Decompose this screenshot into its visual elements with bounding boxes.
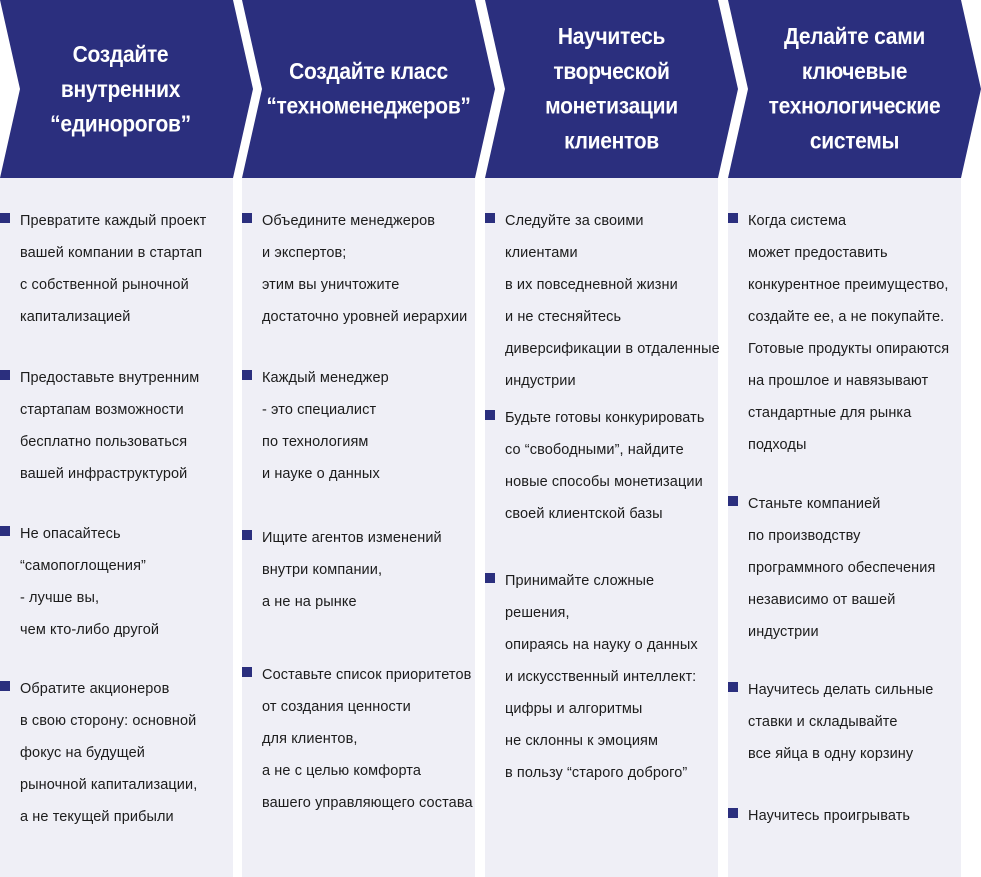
square-bullet-icon — [0, 370, 10, 380]
list-item-text: Ищите агентов изменений внутри компании, а не на рынке — [262, 530, 442, 610]
list-item-text: Станьте компанией по производству программного обеспечения независимо от вашей индустрии — [748, 496, 936, 640]
square-bullet-icon — [728, 496, 738, 506]
square-bullet-icon — [0, 681, 10, 691]
column-title: Делайте сами ключевые технологические системы — [768, 24, 941, 154]
square-bullet-icon — [0, 213, 10, 223]
square-bullet-icon — [485, 410, 495, 420]
square-bullet-icon — [485, 213, 495, 223]
square-bullet-icon — [728, 213, 738, 223]
column-title: Создайте класс “техноменеджеров” — [266, 58, 471, 120]
square-bullet-icon — [728, 808, 738, 818]
list-item-text: Превратите каждый проект вашей компании в стартап с собственной рыночной капитализацией — [20, 213, 207, 325]
square-bullet-icon — [0, 526, 10, 536]
list-item-text: Принимайте сложные решения, опираясь на науку о данных и искусственный интеллект: цифры и алгоритмы не склонны к эмоциям в пользу “старого доброго” — [505, 573, 698, 781]
square-bullet-icon — [728, 682, 738, 692]
list-item-text: Будьте готовы конкурировать со “свободными”, найдите новые способы монетизации своей клиентской базы — [505, 410, 705, 522]
list-item-text: Не опасайтесь “самопоглощения” - лучше вы, чем кто-либо другой — [20, 526, 160, 638]
square-bullet-icon — [242, 530, 252, 540]
square-bullet-icon — [242, 213, 252, 223]
column-2 — [242, 0, 475, 877]
list-item-text: Объедините менеджеров и экспертов; этим вы уничтожите достаточно уровней иерархии — [262, 213, 468, 325]
list-item-text: Обратите акционеров в свою сторону: основной фокус на будущей рыночной капитализации, а не текущей прибыли — [20, 681, 198, 825]
square-bullet-icon — [485, 573, 495, 583]
list-item-text: Научитесь делать сильные ставки и складывайте все яйца в одну корзину — [748, 682, 934, 762]
column-3 — [485, 0, 718, 877]
column-title: Научитесь творческой монетизации клиентов — [545, 24, 678, 154]
square-bullet-icon — [242, 370, 252, 380]
column-title: Создайте внутренних “единорогов” — [50, 41, 191, 137]
column-4 — [728, 0, 961, 877]
list-item-text: Каждый менеджер - это специалист по технологиям и науке о данных — [262, 370, 389, 482]
square-bullet-icon — [242, 667, 252, 677]
list-item-text: Когда система может предоставить конкурентное преимущество, создайте ее, а не покупайте. Готовые продукты опираются на прошлое и навязывают стандартные для рынка подходы — [748, 213, 950, 453]
list-item-text: Предоставьте внутренним стартапам возможности бесплатно пользоваться вашей инфраструктурой — [20, 370, 200, 482]
list-item-text: Научитесь проигрывать — [748, 808, 911, 824]
column-1 — [0, 0, 233, 877]
list-item-text: Составьте список приоритетов от создания ценности для клиентов, а не с целью комфорта вашего управляющего состава — [262, 667, 473, 811]
list-item-text: Следуйте за своими клиентами в их повседневной жизни и не стесняйтесь диверсификации в отдаленные индустрии — [505, 213, 720, 389]
